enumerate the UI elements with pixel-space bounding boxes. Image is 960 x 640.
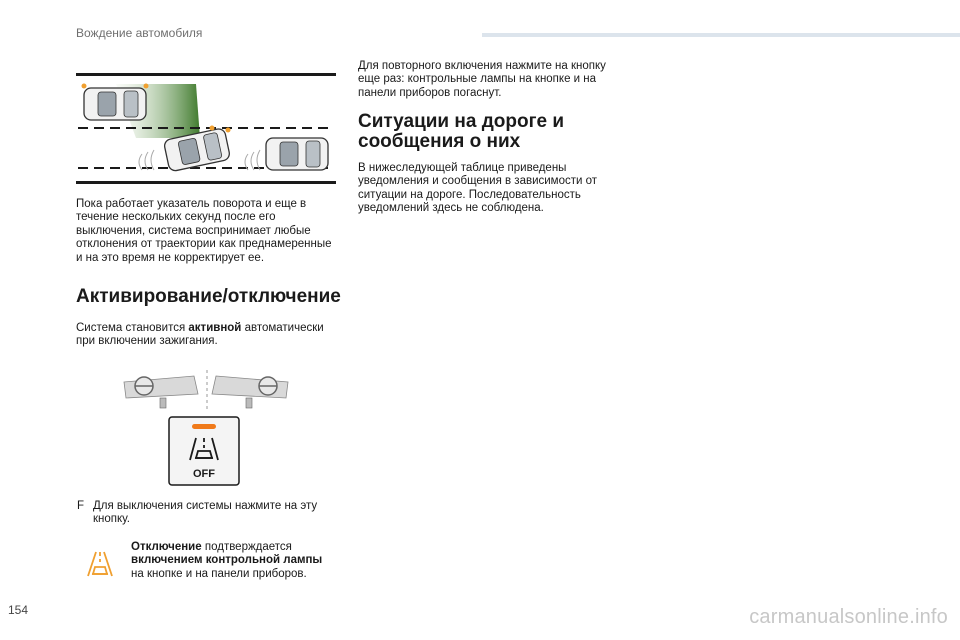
bullet-text: Для выключения системы нажмите на эту кнопку. xyxy=(93,500,318,526)
off-label: OFF xyxy=(193,468,215,480)
bullet-marker: F xyxy=(77,500,85,512)
heading-situations: Ситуации на дороге и сообщения о них xyxy=(358,111,565,152)
lane-warning-lamp-icon xyxy=(84,550,116,580)
lane-paragraph: Пока работает указатель поворота и еще в течение нескольких секунд после его выключения, система воспринимает любые отклонения от траектории как преднамеренные и на это время не корректирует ее. xyxy=(76,198,332,264)
lane-assist-off-button xyxy=(168,416,240,486)
bottom-rule xyxy=(76,181,336,184)
section-title: Вождение автомобиля xyxy=(76,26,203,40)
heading-activation: Активирование/отключение xyxy=(76,286,341,307)
disable-paragraph: Отключение подтверждается включением контрольной лампы на кнопке и на панели приборов. xyxy=(131,541,323,580)
page-number: 154 xyxy=(8,603,29,617)
lane-departure-illustration xyxy=(76,76,336,180)
orange-indicator-lamp xyxy=(192,424,216,429)
header-accent-bar xyxy=(482,33,960,37)
dashboard-location-illustration xyxy=(122,368,292,412)
car-icon xyxy=(266,138,328,170)
car-icon xyxy=(82,84,149,121)
activation-paragraph: Система становится активной автоматически при включении зажигания. xyxy=(76,322,324,348)
table-intro-paragraph: В нижеследующей таблице приведены уведомления и сообщения в зависимости от ситуации на дороге. Последовательность уведомлений здесь не соблюдена. xyxy=(358,162,598,215)
watermark: carmanualsonline.info xyxy=(749,606,948,628)
reactivation-paragraph: Для повторного включения нажмите на кнопку еще раз: контрольные лампы на кнопке и на панели приборов погаснут. xyxy=(358,60,606,99)
